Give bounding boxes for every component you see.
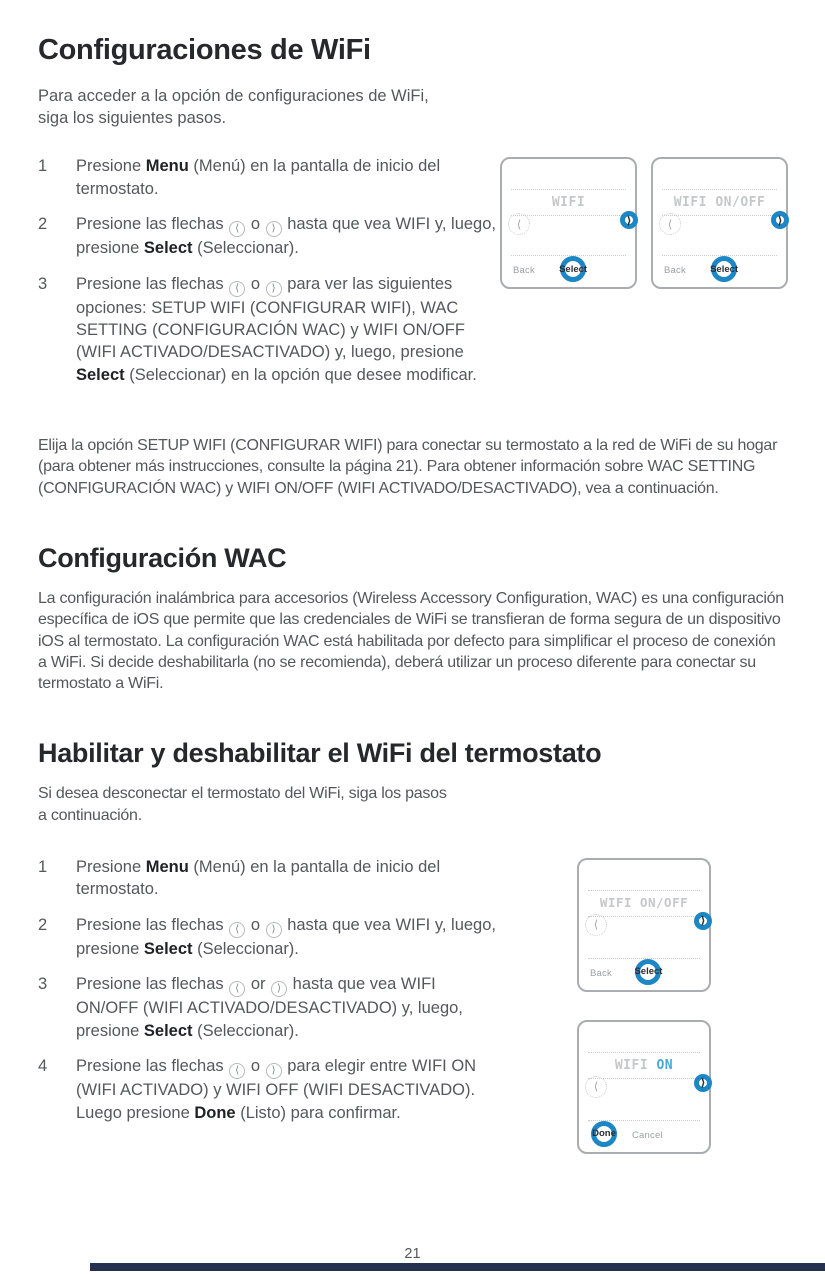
button-name-label: Done bbox=[194, 1103, 236, 1122]
select-button-highlight bbox=[553, 251, 593, 287]
step-text: Presione las flechas ⟨ o ⟩ hasta que vea WIFI y, luego, presione Select (Seleccionar). bbox=[76, 915, 496, 958]
back-button-label: Back bbox=[664, 265, 686, 277]
arrow-left-icon: ⟨ bbox=[229, 221, 245, 237]
page-number: 21 bbox=[404, 1246, 421, 1262]
left-arrow-icon: ⟨ bbox=[585, 1076, 607, 1098]
instruction-step bbox=[38, 213, 496, 259]
screen-button-row bbox=[588, 958, 700, 984]
select-button-label: Select bbox=[559, 263, 588, 275]
select-button-label: Select bbox=[710, 263, 739, 275]
right-arrow-icon: ⟩ bbox=[771, 211, 789, 229]
step-number: 3 bbox=[38, 274, 48, 293]
step-text: Presione las flechas ⟨ or ⟩ hasta que vea WIFI ON/OFF (WIFI ACTIVADO/DESACTIVADO) y, luego, presione Select (Seleccionar). bbox=[76, 975, 463, 1040]
wifi-toggle-steps bbox=[38, 856, 496, 1124]
right-arrow-icon: ⟩ bbox=[620, 211, 638, 229]
arrow-right-icon: ⟩ bbox=[266, 281, 282, 297]
step-text: Presione Menu (Menú) en la pantalla de inicio del termostato. bbox=[76, 157, 441, 198]
done-button-label: Done bbox=[592, 1128, 616, 1140]
back-button-label: Back bbox=[513, 265, 535, 277]
right-arrow-icon: ⟩ bbox=[694, 912, 712, 930]
lcd-label: WIFI ON bbox=[614, 1057, 674, 1073]
step-text: Presione las flechas ⟨ o ⟩ para ver las siguientes opciones: SETUP WIFI (CONFIGURAR WIFI), WAC SETTING (CONFIGURACIÓN WAC) y WIFI ON/OFF (WIFI ACTIVADO/DESACTIVADO) y, luego, presione Select (Seleccionar) en la opción que desee modificar. bbox=[76, 274, 477, 384]
wifi-settings-outro: Elija la opción SETUP WIFI (CONFIGURAR WIFI) para conectar su termostato a la red de WiFi de su hogar (para obtener más instrucciones, consulte la página 21). Para obtener información sobre WAC SETTING (CONFIGURACIÓN WAC) y WIFI ON/OFF (WIFI ACTIVADO/DESACTIVADO), vea a continuación. bbox=[38, 437, 778, 497]
step-text: Presione Menu (Menú) en la pantalla de inicio del termostato. bbox=[76, 857, 441, 899]
step-number: 4 bbox=[38, 1057, 48, 1076]
lcd-display bbox=[588, 1052, 700, 1079]
arrow-left-icon: ⟨ bbox=[229, 1063, 245, 1079]
step-text: Presione las flechas ⟨ o ⟩ para elegir entre WIFI ON (WIFI ACTIVADO) y WIFI OFF (WIFI DESACTIVADO). Luego presione Done (Listo) para confirmar. bbox=[76, 1057, 477, 1122]
section-title-wac: Configuración WAC bbox=[38, 543, 287, 574]
thermostat-screen-wifi-on bbox=[577, 1020, 711, 1154]
back-button-label: Back bbox=[590, 967, 612, 979]
done-button-highlight bbox=[584, 1116, 624, 1152]
step-text: Presione las flechas ⟨ o ⟩ hasta que vea WIFI y, luego, presione Select (Seleccionar). bbox=[76, 215, 496, 258]
thermostat-screen-wifi-on-off bbox=[651, 157, 788, 289]
lcd-label: WIFI ON/OFF bbox=[599, 894, 689, 910]
arrow-left-icon: ⟨ bbox=[229, 981, 245, 997]
lcd-display bbox=[588, 890, 700, 917]
button-name-label: Select bbox=[143, 939, 193, 958]
section-title-wifi-settings: Configuraciones de WiFi bbox=[38, 34, 371, 66]
screen-button-row bbox=[588, 1120, 700, 1146]
left-arrow-icon: ⟨ bbox=[659, 213, 681, 235]
screen-button-row bbox=[511, 255, 626, 281]
arrow-right-icon: ⟩ bbox=[266, 221, 282, 237]
thermostat-screen-wifi bbox=[500, 157, 637, 289]
wifi-toggle-intro: Si desea desconectar el termostato del WiFi, siga los pasos a continuación. bbox=[38, 785, 447, 824]
step-number: 1 bbox=[38, 157, 48, 176]
left-arrow-icon: ⟨ bbox=[585, 914, 607, 936]
screen-button-row bbox=[662, 255, 777, 281]
button-name-label: Select bbox=[143, 239, 193, 258]
instruction-step bbox=[38, 856, 496, 901]
wifi-toggle-steps-row bbox=[38, 856, 787, 1156]
instruction-step bbox=[38, 973, 496, 1042]
arrow-left-icon: ⟨ bbox=[229, 922, 245, 938]
cancel-button-label: Cancel bbox=[632, 1129, 663, 1141]
lcd-display bbox=[662, 189, 777, 216]
step-number: 2 bbox=[38, 215, 48, 234]
instruction-step bbox=[38, 273, 496, 387]
arrow-right-icon: ⟩ bbox=[266, 922, 282, 938]
lcd-label: WIFI ON/OFF bbox=[673, 195, 766, 211]
step-number: 2 bbox=[38, 915, 48, 934]
right-arrow-icon: ⟩ bbox=[694, 1074, 712, 1092]
button-name-label: Select bbox=[76, 365, 125, 384]
step-number: 1 bbox=[38, 857, 48, 876]
left-arrow-icon: ⟨ bbox=[508, 213, 530, 235]
wifi-settings-intro: Para acceder a la opción de configuraciones de WiFi, siga los siguientes pasos. bbox=[38, 87, 429, 128]
instruction-step bbox=[38, 155, 496, 200]
instruction-step bbox=[38, 914, 496, 960]
lcd-on-value: ON bbox=[656, 1057, 674, 1073]
button-name-label: Menu bbox=[145, 857, 189, 876]
arrow-left-icon: ⟨ bbox=[229, 281, 245, 297]
step-number: 3 bbox=[38, 975, 48, 994]
select-button-label: Select bbox=[634, 966, 663, 978]
section-title-wifi-toggle: Habilitar y deshabilitar el WiFi del termostato bbox=[38, 738, 602, 769]
lcd-label: WIFI bbox=[551, 195, 586, 211]
arrow-right-icon: ⟩ bbox=[271, 981, 287, 997]
wifi-settings-steps bbox=[38, 155, 496, 386]
lcd-display bbox=[511, 189, 626, 216]
thermostat-screen-wifi-on-off bbox=[577, 858, 711, 992]
button-name-label: Select bbox=[143, 1021, 193, 1040]
wifi-settings-steps-row bbox=[38, 155, 787, 431]
footer-accent-bar bbox=[90, 1263, 825, 1271]
wac-body: La configuración inalámbrica para accesorios (Wireless Accessory Configuration, WAC) es una configuración específica de iOS que permite que las credenciales de WiFi se transfieran de forma segura de un dispositivo iOS al termostato. La configuración WAC está habilitada por defecto para simplificar el proceso de conexión a WiFi. Si decide deshabilitarla (no se recomienda), deberá utilizar un proceso diferente para conectar su termostato a WiFi. bbox=[38, 590, 784, 693]
arrow-right-icon: ⟩ bbox=[266, 1063, 282, 1079]
button-name-label: Menu bbox=[145, 157, 189, 176]
instruction-step bbox=[38, 1055, 496, 1124]
select-button-highlight bbox=[704, 251, 744, 287]
select-button-highlight bbox=[628, 954, 668, 990]
